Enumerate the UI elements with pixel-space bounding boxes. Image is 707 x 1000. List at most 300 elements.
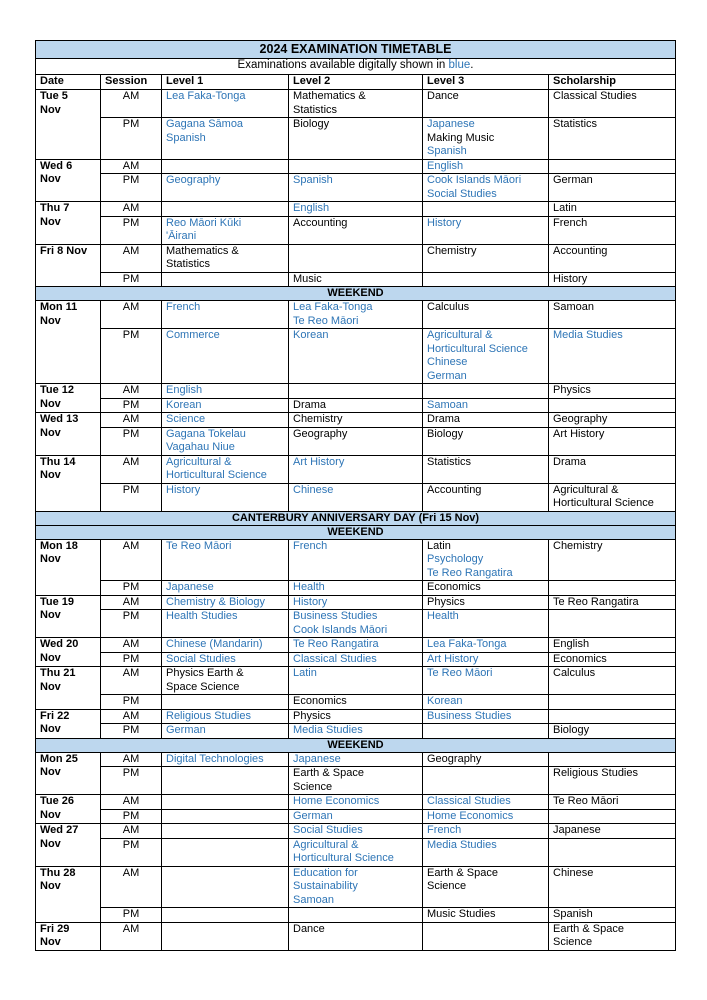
level-3-cell xyxy=(423,159,549,174)
subject: Chinese (Mandarin) xyxy=(166,638,263,650)
level-3-cell xyxy=(423,581,549,596)
level-1-cell xyxy=(162,455,289,483)
col-header-date: Date xyxy=(36,75,101,90)
level-1-cell xyxy=(162,174,289,202)
subject: Science xyxy=(427,880,467,892)
date-cell xyxy=(36,595,101,638)
scholarship-cell xyxy=(549,174,676,202)
subject: Health Studies xyxy=(166,610,238,622)
subject: Horticultural Science xyxy=(427,342,528,355)
col-header-session: Session xyxy=(101,75,162,90)
subject: Music xyxy=(293,272,322,285)
timetable-row xyxy=(36,795,676,810)
level-3-cell xyxy=(423,118,549,160)
timetable-row xyxy=(36,301,676,329)
session-cell: PM xyxy=(101,767,162,795)
subject: Physics Earth & xyxy=(166,667,244,679)
date-cell xyxy=(36,384,101,413)
timetable-row xyxy=(36,922,676,950)
level-2-cell xyxy=(289,595,423,610)
date-cell xyxy=(36,413,101,456)
subject: German xyxy=(166,724,206,736)
timetable-row xyxy=(36,202,676,217)
session-cell: AM xyxy=(101,202,162,217)
session-cell: PM xyxy=(101,174,162,202)
level-3-cell xyxy=(423,922,549,950)
scholarship-cell xyxy=(549,908,676,923)
scholarship-cell xyxy=(549,384,676,399)
subject: Japanese xyxy=(293,752,341,765)
header-row xyxy=(36,75,676,90)
subject: Geography xyxy=(427,752,482,765)
level-3-cell xyxy=(423,866,549,908)
subject: Geography xyxy=(293,427,348,440)
level-3-cell xyxy=(423,90,549,118)
level-1-cell xyxy=(162,838,289,866)
scholarship-cell xyxy=(549,709,676,724)
timetable-row xyxy=(36,595,676,610)
subject: French xyxy=(293,539,328,552)
session-cell: AM xyxy=(101,413,162,428)
subject: Japanese xyxy=(427,118,475,130)
session-cell: AM xyxy=(101,922,162,950)
level-2-cell xyxy=(289,638,423,653)
scholarship-cell xyxy=(549,795,676,810)
date-text: Tue 19 xyxy=(40,595,75,608)
date-cell xyxy=(36,301,101,384)
level-1-cell xyxy=(162,118,289,160)
session-cell: PM xyxy=(101,724,162,739)
date-text: Nov xyxy=(40,314,61,327)
level-1-cell xyxy=(162,824,289,839)
subject: Spanish xyxy=(293,174,333,186)
subject: Art History xyxy=(427,652,479,665)
timetable-row xyxy=(36,483,676,511)
subject: Biology xyxy=(293,118,330,130)
subject: Lea Faka-Tonga xyxy=(293,301,373,313)
session-cell: PM xyxy=(101,581,162,596)
scholarship-cell xyxy=(549,752,676,767)
date-text: Fri 29 xyxy=(40,922,70,935)
level-3-cell xyxy=(423,539,549,581)
subject: Gagana Sāmoa xyxy=(166,118,244,130)
subject: Korean xyxy=(166,398,202,411)
level-1-cell xyxy=(162,539,289,581)
col-header-level-1: Level 1 xyxy=(162,75,289,90)
date-text: Nov xyxy=(40,651,61,664)
scholarship-cell xyxy=(549,398,676,413)
scholarship-cell xyxy=(549,809,676,824)
session-cell: PM xyxy=(101,695,162,710)
subtitle-text: Examinations available digitally shown in xyxy=(237,59,449,71)
level-3-cell xyxy=(423,216,549,244)
subject: Health xyxy=(427,610,459,622)
subject: Te Reo Rangatira xyxy=(553,595,639,608)
session-cell: AM xyxy=(101,90,162,118)
level-2-cell xyxy=(289,329,423,384)
subject: Science xyxy=(166,413,206,425)
timetable-row xyxy=(36,539,676,581)
date-cell xyxy=(36,90,101,160)
timetable-row xyxy=(36,667,676,695)
timetable-row xyxy=(36,695,676,710)
band-row xyxy=(36,738,676,752)
subject: Science xyxy=(553,936,593,948)
level-2-cell xyxy=(289,384,423,399)
subject: Sustainability xyxy=(293,880,358,892)
level-2-cell xyxy=(289,709,423,724)
subject: Making Music xyxy=(427,131,495,144)
session-cell: AM xyxy=(101,709,162,724)
subject: Samoan xyxy=(553,301,594,313)
date-text: Thu 28 xyxy=(40,866,76,879)
subject: Korean xyxy=(427,695,463,707)
level-3-cell xyxy=(423,752,549,767)
level-1-cell xyxy=(162,709,289,724)
level-2-cell xyxy=(289,724,423,739)
subject: Samoan xyxy=(293,893,334,906)
subject: Social Studies xyxy=(427,187,497,200)
subject: French xyxy=(427,824,462,836)
level-2-cell xyxy=(289,118,423,160)
session-cell: PM xyxy=(101,652,162,667)
timetable-row xyxy=(36,752,676,767)
level-3-cell xyxy=(423,809,549,824)
subject: English xyxy=(166,384,203,396)
session-cell: AM xyxy=(101,752,162,767)
date-text: Nov xyxy=(40,609,61,621)
subject: Spanish xyxy=(427,145,467,157)
subject: Te Reo Māori xyxy=(427,667,493,679)
date-text: Nov xyxy=(40,173,61,185)
date-text: Nov xyxy=(40,215,61,228)
level-2-cell xyxy=(289,301,423,329)
title-row xyxy=(36,41,676,59)
subject: Physics xyxy=(293,709,331,722)
band-label: CANTERBURY ANNIVERSARY DAY (Fri 15 Nov) xyxy=(36,511,676,525)
date-text: Tue 26 xyxy=(40,795,75,807)
timetable-row xyxy=(36,90,676,118)
subtitle-highlight: blue xyxy=(448,59,471,71)
level-3-cell xyxy=(423,724,549,739)
level-3-cell xyxy=(423,272,549,287)
subject: Lea Faka-Tonga xyxy=(166,90,246,102)
band-row xyxy=(36,525,676,539)
subject: English xyxy=(553,638,590,650)
subject: Geography xyxy=(166,174,221,186)
level-1-cell xyxy=(162,652,289,667)
subject: Commerce xyxy=(166,329,220,341)
subject: Drama xyxy=(553,455,587,468)
scholarship-cell xyxy=(549,272,676,287)
date-cell xyxy=(36,202,101,245)
level-1-cell xyxy=(162,908,289,923)
subject: Drama xyxy=(293,398,327,411)
band-row xyxy=(36,511,676,525)
session-cell: PM xyxy=(101,427,162,455)
subject: Home Economics xyxy=(427,809,514,822)
level-3-cell xyxy=(423,329,549,384)
subject: Chinese xyxy=(427,356,468,368)
level-2-cell xyxy=(289,809,423,824)
level-1-cell xyxy=(162,795,289,810)
date-cell xyxy=(36,159,101,202)
level-3-cell xyxy=(423,767,549,795)
subject: Music Studies xyxy=(427,908,496,920)
subject: Agricultural & xyxy=(553,483,619,496)
subject: History xyxy=(427,216,462,229)
subject: Education for xyxy=(293,866,358,879)
scholarship-cell xyxy=(549,118,676,160)
subject: Business Studies xyxy=(293,610,378,622)
timetable-row xyxy=(36,638,676,653)
level-3-cell xyxy=(423,455,549,483)
level-3-cell xyxy=(423,427,549,455)
level-2-cell xyxy=(289,922,423,950)
scholarship-cell xyxy=(549,824,676,839)
subject: Economics xyxy=(427,581,481,593)
subject: Horticultural Science xyxy=(166,469,267,481)
subject: Chemistry xyxy=(553,539,603,552)
level-1-cell xyxy=(162,427,289,455)
subject: French xyxy=(166,301,201,313)
scholarship-cell xyxy=(549,695,676,710)
subject: Art History xyxy=(553,427,605,440)
date-text: Thu 7 xyxy=(40,202,70,214)
subject: Accounting xyxy=(427,483,482,496)
subject: Horticultural Science xyxy=(553,497,654,509)
session-cell: AM xyxy=(101,244,162,272)
subject: Earth & Space xyxy=(553,922,624,935)
date-cell xyxy=(36,922,101,950)
subject: Te Reo Rangatira xyxy=(427,566,513,579)
level-3-cell xyxy=(423,652,549,667)
level-1-cell xyxy=(162,244,289,272)
date-text: Nov xyxy=(40,723,61,735)
timetable-row xyxy=(36,216,676,244)
date-text: Nov xyxy=(40,553,61,565)
date-text: Nov xyxy=(40,936,61,948)
level-1-cell xyxy=(162,581,289,596)
level-3-cell xyxy=(423,610,549,638)
date-text: Mon 11 xyxy=(40,301,78,313)
level-3-cell xyxy=(423,301,549,329)
scholarship-cell xyxy=(549,483,676,511)
col-header-level-2: Level 2 xyxy=(289,75,423,90)
level-3-cell xyxy=(423,413,549,428)
session-cell: PM xyxy=(101,118,162,160)
level-3-cell xyxy=(423,174,549,202)
subject: Horticultural Science xyxy=(293,852,394,864)
timetable-row xyxy=(36,384,676,399)
level-2-cell xyxy=(289,539,423,581)
session-cell: AM xyxy=(101,384,162,399)
subject: Statistics xyxy=(166,258,211,270)
scholarship-cell xyxy=(549,866,676,908)
subject: Te Reo Māori xyxy=(166,539,232,552)
level-3-cell xyxy=(423,795,549,810)
level-1-cell xyxy=(162,595,289,610)
level-3-cell xyxy=(423,595,549,610)
level-1-cell xyxy=(162,922,289,950)
subject: Media Studies xyxy=(293,724,363,736)
subject: Classical Studies xyxy=(427,795,511,807)
level-1-cell xyxy=(162,413,289,428)
date-text: Wed 20 xyxy=(40,638,79,650)
date-text: Mon 18 xyxy=(40,539,78,552)
level-1-cell xyxy=(162,90,289,118)
session-cell: AM xyxy=(101,795,162,810)
timetable-row xyxy=(36,159,676,174)
level-1-cell xyxy=(162,329,289,384)
col-header-scholarship: Scholarship xyxy=(549,75,676,90)
level-1-cell xyxy=(162,667,289,695)
session-cell: PM xyxy=(101,809,162,824)
subject: Statistics xyxy=(293,103,338,116)
date-cell xyxy=(36,752,101,795)
level-3-cell xyxy=(423,824,549,839)
scholarship-cell xyxy=(549,595,676,610)
date-cell xyxy=(36,667,101,710)
timetable-row xyxy=(36,610,676,638)
session-cell: PM xyxy=(101,838,162,866)
subject: Japanese xyxy=(553,824,601,836)
session-cell: PM xyxy=(101,908,162,923)
timetable-row xyxy=(36,244,676,272)
level-1-cell xyxy=(162,638,289,653)
subject: Drama xyxy=(427,413,461,425)
subject: Chinese xyxy=(293,483,334,496)
subject: Korean xyxy=(293,329,329,341)
level-1-cell xyxy=(162,272,289,287)
scholarship-cell xyxy=(549,922,676,950)
level-2-cell xyxy=(289,752,423,767)
level-2-cell xyxy=(289,413,423,428)
timetable-row xyxy=(36,427,676,455)
level-2-cell xyxy=(289,838,423,866)
scholarship-cell xyxy=(549,767,676,795)
level-2-cell xyxy=(289,767,423,795)
scholarship-cell xyxy=(549,301,676,329)
subject: Religious Studies xyxy=(553,767,638,779)
subject: German xyxy=(293,809,333,822)
band-label: WEEKEND xyxy=(36,738,676,752)
scholarship-cell xyxy=(549,667,676,695)
date-text: Mon 25 xyxy=(40,752,78,765)
col-header-level-3: Level 3 xyxy=(423,75,549,90)
level-2-cell xyxy=(289,908,423,923)
session-cell: AM xyxy=(101,638,162,653)
level-2-cell xyxy=(289,202,423,217)
level-2-cell xyxy=(289,216,423,244)
date-text: Nov xyxy=(40,880,61,892)
level-2-cell xyxy=(289,90,423,118)
session-cell: AM xyxy=(101,866,162,908)
level-2-cell xyxy=(289,667,423,695)
level-2-cell xyxy=(289,695,423,710)
subject: Accounting xyxy=(553,244,608,257)
subtitle-row xyxy=(36,59,676,75)
date-text: Nov xyxy=(40,837,61,850)
date-cell xyxy=(36,455,101,511)
scholarship-cell xyxy=(549,202,676,217)
subject: History xyxy=(553,272,588,285)
subject: Calculus xyxy=(427,301,470,313)
subject: Classical Studies xyxy=(553,90,637,102)
level-2-cell xyxy=(289,795,423,810)
date-cell xyxy=(36,638,101,667)
level-3-cell xyxy=(423,244,549,272)
level-2-cell xyxy=(289,581,423,596)
subject: Chemistry & Biology xyxy=(166,595,266,608)
level-1-cell xyxy=(162,695,289,710)
subject: German xyxy=(427,369,467,382)
subject: Physics xyxy=(553,384,591,396)
session-cell: AM xyxy=(101,455,162,483)
subject: Social Studies xyxy=(293,824,363,836)
level-3-cell xyxy=(423,838,549,866)
date-text: Tue 12 xyxy=(40,384,75,396)
subject: Cook Islands Māori xyxy=(427,174,522,186)
timetable-row xyxy=(36,824,676,839)
scholarship-cell xyxy=(549,329,676,384)
session-cell: PM xyxy=(101,272,162,287)
subject: Economics xyxy=(553,652,607,665)
level-1-cell xyxy=(162,216,289,244)
level-2-cell xyxy=(289,244,423,272)
scholarship-cell xyxy=(549,610,676,638)
session-cell: PM xyxy=(101,483,162,511)
date-cell xyxy=(36,824,101,867)
subject: Earth & Space xyxy=(293,767,364,779)
level-2-cell xyxy=(289,398,423,413)
timetable-row xyxy=(36,455,676,483)
scholarship-cell xyxy=(549,638,676,653)
subject: Te Reo Māori xyxy=(293,314,359,327)
level-3-cell xyxy=(423,908,549,923)
session-cell: AM xyxy=(101,539,162,581)
date-text: Fri 22 xyxy=(40,709,70,722)
date-cell xyxy=(36,539,101,595)
session-cell: PM xyxy=(101,398,162,413)
timetable xyxy=(35,40,676,951)
date-text: Nov xyxy=(40,103,61,116)
timetable-row xyxy=(36,838,676,866)
session-cell: AM xyxy=(101,159,162,174)
level-2-cell xyxy=(289,427,423,455)
subject: English xyxy=(293,202,330,214)
subject: Samoan xyxy=(427,398,468,411)
date-cell xyxy=(36,795,101,824)
subject: Religious Studies xyxy=(166,709,251,722)
date-cell xyxy=(36,244,101,287)
subject: Spanish xyxy=(166,131,206,144)
scholarship-cell xyxy=(549,159,676,174)
subject: Te Reo Rangatira xyxy=(293,638,379,650)
subtitle-end: . xyxy=(470,59,474,71)
level-1-cell xyxy=(162,610,289,638)
subject: Science xyxy=(293,780,333,793)
subject: Psychology xyxy=(427,553,484,565)
timetable-row xyxy=(36,709,676,724)
level-2-cell xyxy=(289,455,423,483)
level-1-cell xyxy=(162,398,289,413)
date-text: Thu 21 xyxy=(40,667,76,679)
subject: Art History xyxy=(293,455,345,468)
subject: Physics xyxy=(427,595,465,608)
subject: Te Reo Māori xyxy=(553,795,619,807)
subject: Agricultural & xyxy=(293,838,359,851)
